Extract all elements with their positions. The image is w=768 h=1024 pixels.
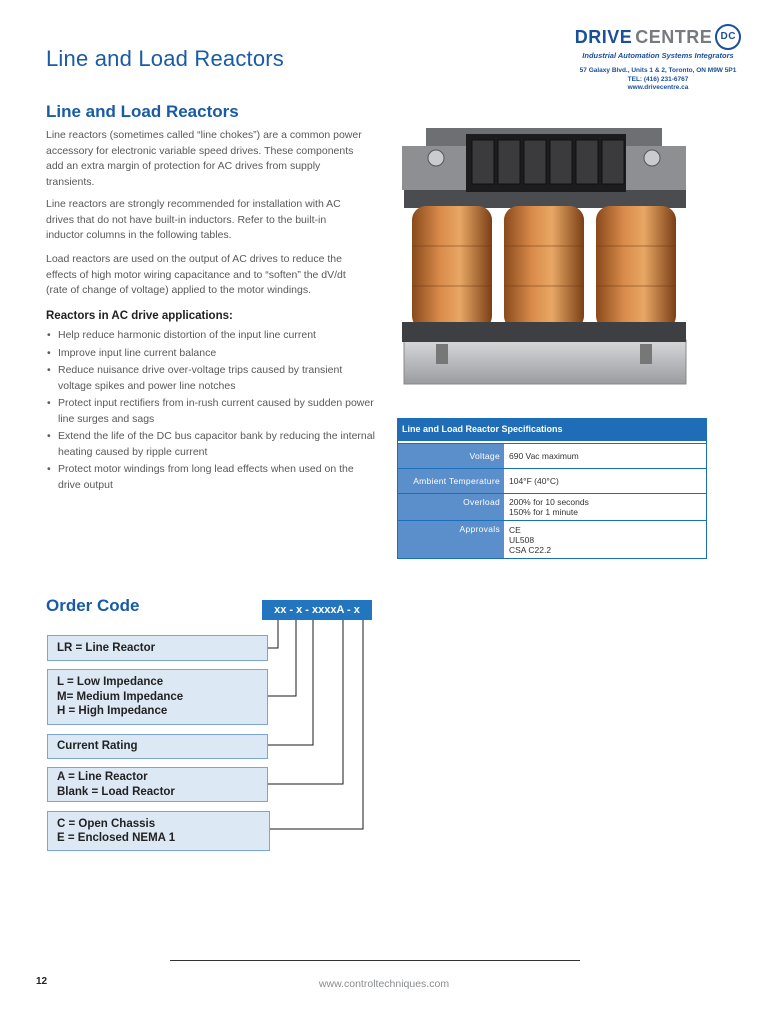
connector-line xyxy=(268,620,296,696)
page-number: 12 xyxy=(36,976,48,987)
footer-divider xyxy=(170,960,580,961)
list-item: • Extend the life of the DC bus capacitor bank by reducing the internal heating caused by ripple current xyxy=(46,429,376,460)
list-item: • Protect input rectifiers from in-rush current caused by sudden power line surges and sags xyxy=(46,396,376,427)
order-code-box xyxy=(47,635,268,661)
connector-line xyxy=(268,620,313,745)
logo-name-part1: DRIVE xyxy=(574,26,633,47)
order-code-box xyxy=(47,767,268,802)
table-row xyxy=(398,493,706,520)
applications-list xyxy=(46,328,376,495)
connector-line xyxy=(270,620,363,829)
spec-table-title: Line and Load Reactor Specifications xyxy=(398,419,706,443)
intro-paragraph: Line reactors are strongly recommended for installation with AC drives that do not have built-in inductors. Refer to the built-in inductor columns in the following tables. xyxy=(46,198,341,241)
drive-centre-logo xyxy=(568,24,748,93)
logo-tagline: Industrial Automation Systems Integrators xyxy=(582,51,734,60)
order-code-line: C = Open Chassis xyxy=(57,817,156,830)
table-row xyxy=(398,520,706,558)
order-code-line: H = High Impedance xyxy=(57,705,168,718)
spec-label: Ambient Temperature xyxy=(398,469,504,493)
list-item: • Reduce nuisance drive over-voltage trips caused by transient voltage spikes and power line notches xyxy=(46,363,376,394)
spec-value xyxy=(504,494,706,520)
page-title: Line and Load Reactors xyxy=(46,46,285,71)
logo-website[interactable]: www.drivecentre.ca xyxy=(627,84,689,91)
connector-line xyxy=(268,620,343,784)
order-code-line: M= Medium Impedance xyxy=(57,690,184,703)
order-code-box xyxy=(47,811,270,851)
spec-value xyxy=(504,469,706,493)
order-code-line: A = Line Reactor xyxy=(57,771,148,783)
logo-contact xyxy=(568,67,748,93)
spec-value-line: 104°F (40°C) xyxy=(509,476,559,486)
order-code-pattern: xx - x - xxxxA - x xyxy=(262,600,372,620)
spec-value-line: CSA C22.2 xyxy=(509,544,552,555)
list-item: • Protect motor windings from long lead effects when used on the drive output xyxy=(46,462,376,493)
order-code-line: L = Low Impedance xyxy=(57,676,164,689)
spec-value-line: UL508 xyxy=(509,534,535,545)
logo-badge-icon: DC xyxy=(715,24,741,50)
list-item: • Help reduce harmonic distortion of the input line current xyxy=(46,328,376,344)
spec-value xyxy=(504,444,706,468)
order-code-heading: Order Code xyxy=(46,596,140,615)
connector-line xyxy=(268,620,278,648)
order-code-line: E = Enclosed NEMA 1 xyxy=(57,832,176,844)
reactor-product-image xyxy=(396,126,692,388)
logo-name-part2: CENTRE xyxy=(635,26,713,47)
spec-value-line: 200% for 10 seconds xyxy=(509,497,589,507)
logo-phone: TEL: (416) 231-6767 xyxy=(627,75,689,83)
section-heading: Line and Load Reactors xyxy=(46,102,239,121)
spec-value-line: 150% for 1 minute xyxy=(509,507,578,517)
order-code-box xyxy=(47,734,268,759)
spec-label: Overload xyxy=(398,494,504,520)
order-code-line: Current Rating xyxy=(57,740,138,753)
logo-wordmark xyxy=(568,24,748,50)
intro-paragraph: Load reactors are used on the output of AC drives to reduce the effects of high motor wiring capacitance and to “soften” the dV/dt (rate of change of voltage) applied to the motor windings. xyxy=(46,253,346,296)
logo-address: 57 Galaxy Blvd., Units 1 & 2, Toronto, ON M9W 5P1 xyxy=(579,67,737,74)
list-item: • Improve input line current balance xyxy=(46,346,376,362)
footer-url[interactable]: www.controltechniques.com xyxy=(318,978,450,990)
order-code-box xyxy=(47,669,268,725)
table-row xyxy=(398,468,706,493)
spec-value-line: CE xyxy=(509,524,521,535)
order-code-line: Blank = Load Reactor xyxy=(57,785,175,798)
spec-value xyxy=(504,521,706,558)
intro-paragraph: Line reactors (sometimes called “line chokes”) are a common power accessory for electronic variable speed drives. These components add an extra margin of protection for AC drives from supply transients. xyxy=(46,129,362,188)
order-code-line: LR = Line Reactor xyxy=(57,641,156,654)
spec-value-line: 690 Vac maximum xyxy=(509,451,579,461)
spec-table xyxy=(397,418,707,559)
applications-heading: Reactors in AC drive applications: xyxy=(46,310,233,322)
table-row xyxy=(398,443,706,468)
spec-label: Voltage xyxy=(398,444,504,468)
spec-label: Approvals xyxy=(398,521,504,558)
